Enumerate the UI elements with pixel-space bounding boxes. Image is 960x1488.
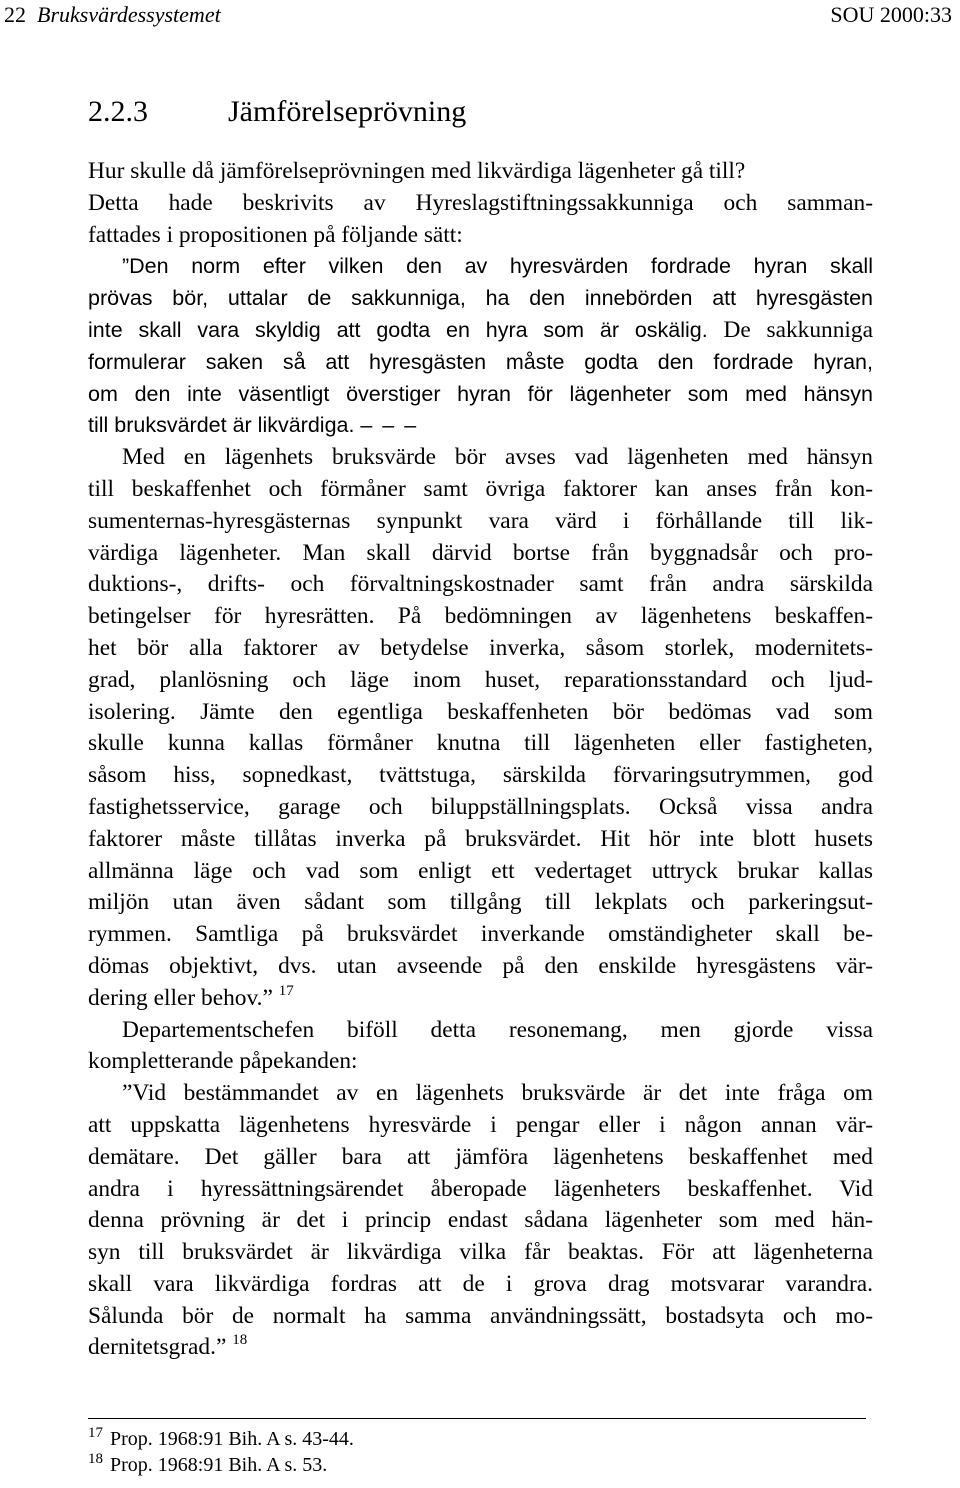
footnote-ref[interactable]: 18 bbox=[232, 1332, 248, 1349]
quoted-text: ”Den norm efter vilken den av hyresvärden fordrade hyran skall bbox=[122, 254, 873, 279]
body-text-part: syn till bruksvärdet är likvärdiga vilka får beaktas. För att lägenheterna bbox=[88, 1239, 873, 1266]
text-line bbox=[88, 856, 873, 888]
quoted-text: till bruksvärdet är likvärdiga. bbox=[88, 413, 355, 438]
text-line bbox=[88, 1142, 873, 1174]
text-line bbox=[88, 156, 873, 188]
text-line bbox=[88, 1269, 873, 1301]
body-text-part: ”Vid bestämmandet av en lägenhets bruksvärde är det inte fråga om bbox=[122, 1080, 873, 1107]
text-line bbox=[88, 379, 873, 411]
text-line bbox=[88, 951, 873, 983]
header-left bbox=[4, 0, 221, 30]
text-line bbox=[88, 760, 873, 792]
text-line bbox=[88, 601, 873, 633]
body-text-part: isolering. Jämte den egentliga beskaffenheten bör bedömas vad som bbox=[88, 698, 873, 725]
body-text-part: andra i hyressättningsärendet åberopade lägenheters beskaffenhet. Vid bbox=[88, 1175, 873, 1202]
footnote: 18 Prop. 1968:91 Bih. A s. 53. bbox=[88, 1451, 328, 1476]
text-line bbox=[88, 347, 873, 379]
body-text-part: dernitetsgrad.” bbox=[88, 1334, 227, 1361]
body-text-part: Sålunda bör de normalt ha samma användningssätt, bostadsyta och mo- bbox=[88, 1302, 873, 1329]
footnotes bbox=[88, 1426, 354, 1478]
section-title: Jämförelseprövning bbox=[228, 95, 467, 128]
text-line bbox=[88, 251, 873, 283]
text-line bbox=[88, 1174, 873, 1206]
quoted-text: inte skall vara skyldig att godta en hyra som är oskälig. bbox=[88, 317, 708, 342]
footnote-ref[interactable]: 17 bbox=[278, 982, 294, 999]
body-text-part: Med en lägenhets bruksvärde bör avses vad lägenheten med hänsyn bbox=[122, 444, 873, 471]
text-line bbox=[88, 1205, 873, 1237]
body-text-part: värdiga lägenheter. Man skall därvid bortse från byggnadsår och pro- bbox=[88, 539, 873, 566]
body-text-part: demätare. Det gäller bara att jämföra lägenhetens beskaffenhet med bbox=[88, 1143, 873, 1170]
text-line bbox=[88, 728, 873, 760]
text-line bbox=[88, 792, 873, 824]
body-text-part: fattades i propositionen på följande sätt: bbox=[88, 221, 463, 248]
omission-dashes: – – – bbox=[360, 413, 419, 438]
body-text-part: denna prövning är det i princip endast sådana lägenheter som med hän- bbox=[88, 1207, 873, 1234]
body-text-part: rymmen. Samtliga på bruksvärdet inverkande omständigheter skall be- bbox=[88, 921, 873, 948]
text-line bbox=[88, 983, 873, 1015]
text-line bbox=[88, 919, 873, 951]
text-line bbox=[88, 1332, 873, 1364]
body-text-part: het bör alla faktorer av betydelse inverka, såsom storlek, modernitets- bbox=[88, 634, 873, 661]
body-text-part: Departementschefen biföll detta resonemang, men gjorde vissa bbox=[122, 1016, 873, 1043]
text-line bbox=[88, 283, 873, 315]
text-line bbox=[88, 1015, 873, 1047]
quoted-text: om den inte väsentligt överstiger hyran för lägenheter som med hänsyn bbox=[88, 381, 873, 406]
body-text-part: De sakkunniga bbox=[707, 316, 873, 343]
text-line bbox=[88, 474, 873, 506]
text-line bbox=[88, 1046, 873, 1078]
body-text-part: fastighetsservice, garage och biluppställningsplats. Också vissa andra bbox=[88, 793, 873, 820]
body-text-part: betingelser för hyresrätten. På bedömningen av lägenhetens beskaffen- bbox=[88, 603, 873, 630]
report-id: SOU 2000:33 bbox=[830, 2, 952, 27]
text-line bbox=[88, 315, 873, 347]
section-heading bbox=[88, 92, 466, 132]
section-number: 2.2.3 bbox=[88, 95, 148, 128]
body-text-part: skall vara likvärdiga fordras att de i grova drag motsvarar varandra. bbox=[88, 1270, 873, 1297]
text-line bbox=[88, 824, 873, 856]
footnote: 17 Prop. 1968:91 Bih. A s. 43-44. bbox=[88, 1425, 354, 1450]
running-header bbox=[4, 0, 952, 34]
body-text-part: dering eller behov.” bbox=[88, 984, 273, 1011]
page-number: 22 bbox=[4, 2, 26, 27]
body-text-part: till beskaffenhet och förmåner samt övriga faktorer kan anses från kon- bbox=[88, 475, 873, 502]
body-text-part: miljön utan även sådant som tillgång till lekplats och parkeringsut- bbox=[88, 889, 873, 916]
text-line bbox=[88, 188, 873, 220]
header-title: Bruksvärdessystemet bbox=[37, 2, 221, 27]
quoted-text: formulerar saken så att hyresgästen måste godta den fordrade hyran, bbox=[88, 349, 873, 374]
body-text-part: sumenternas-hyresgästernas synpunkt vara värd i förhållande till lik- bbox=[88, 507, 873, 534]
text-line bbox=[88, 1237, 873, 1269]
text-line bbox=[88, 538, 873, 570]
text-line bbox=[88, 220, 873, 252]
text-line bbox=[88, 665, 873, 697]
body-text-part: skulle kunna kallas förmåner knutna till lägenheten eller fastigheten, bbox=[88, 730, 873, 757]
body-text-part: allmänna läge och vad som enligt ett vedertaget uttryck brukar kallas bbox=[88, 857, 873, 884]
body-text-part: Hur skulle då jämförelseprövningen med likvärdiga lägenheter gå till? bbox=[88, 158, 746, 184]
text-line bbox=[88, 569, 873, 601]
body-text-part: såsom hiss, sopnedkast, tvättstuga, särskilda förvaringsutrymmen, god bbox=[88, 762, 873, 789]
body-text-part: duktions-, drifts- och förvaltningskostnader samt från andra särskilda bbox=[88, 571, 873, 598]
body-text-part: grad, planlösning och läge inom huset, reparationsstandard och ljud- bbox=[88, 666, 873, 693]
body-text-part: faktorer måste tillåtas inverka på bruksvärdet. Hit hör inte blott husets bbox=[88, 825, 873, 852]
text-line bbox=[88, 410, 873, 442]
text-line bbox=[88, 506, 873, 538]
footnote-text: Prop. 1968:91 Bih. A s. 53. bbox=[110, 1454, 328, 1476]
text-line bbox=[88, 697, 873, 729]
body-text-part: dömas objektivt, dvs. utan avseende på den enskilde hyresgästens vär- bbox=[88, 952, 873, 979]
body-text-part: Detta hade beskrivits av Hyreslagstiftningssakkunniga och samman- bbox=[88, 189, 873, 216]
text-line bbox=[88, 1301, 873, 1333]
text-line bbox=[88, 887, 873, 919]
footnote-divider bbox=[88, 1418, 866, 1419]
quoted-text: prövas bör, uttalar de sakkunniga, ha den innebörden att hyresgästen bbox=[88, 286, 873, 311]
footnote-text: Prop. 1968:91 Bih. A s. 43-44. bbox=[110, 1428, 354, 1450]
body-text-part: kompletterande påpekanden: bbox=[88, 1048, 358, 1075]
body-text-part: att uppskatta lägenhetens hyresvärde i pengar eller i någon annan vär- bbox=[88, 1111, 873, 1138]
body-text bbox=[88, 156, 873, 1364]
text-line bbox=[88, 1110, 873, 1142]
text-line bbox=[88, 633, 873, 665]
text-line bbox=[88, 442, 873, 474]
text-line bbox=[88, 1078, 873, 1110]
